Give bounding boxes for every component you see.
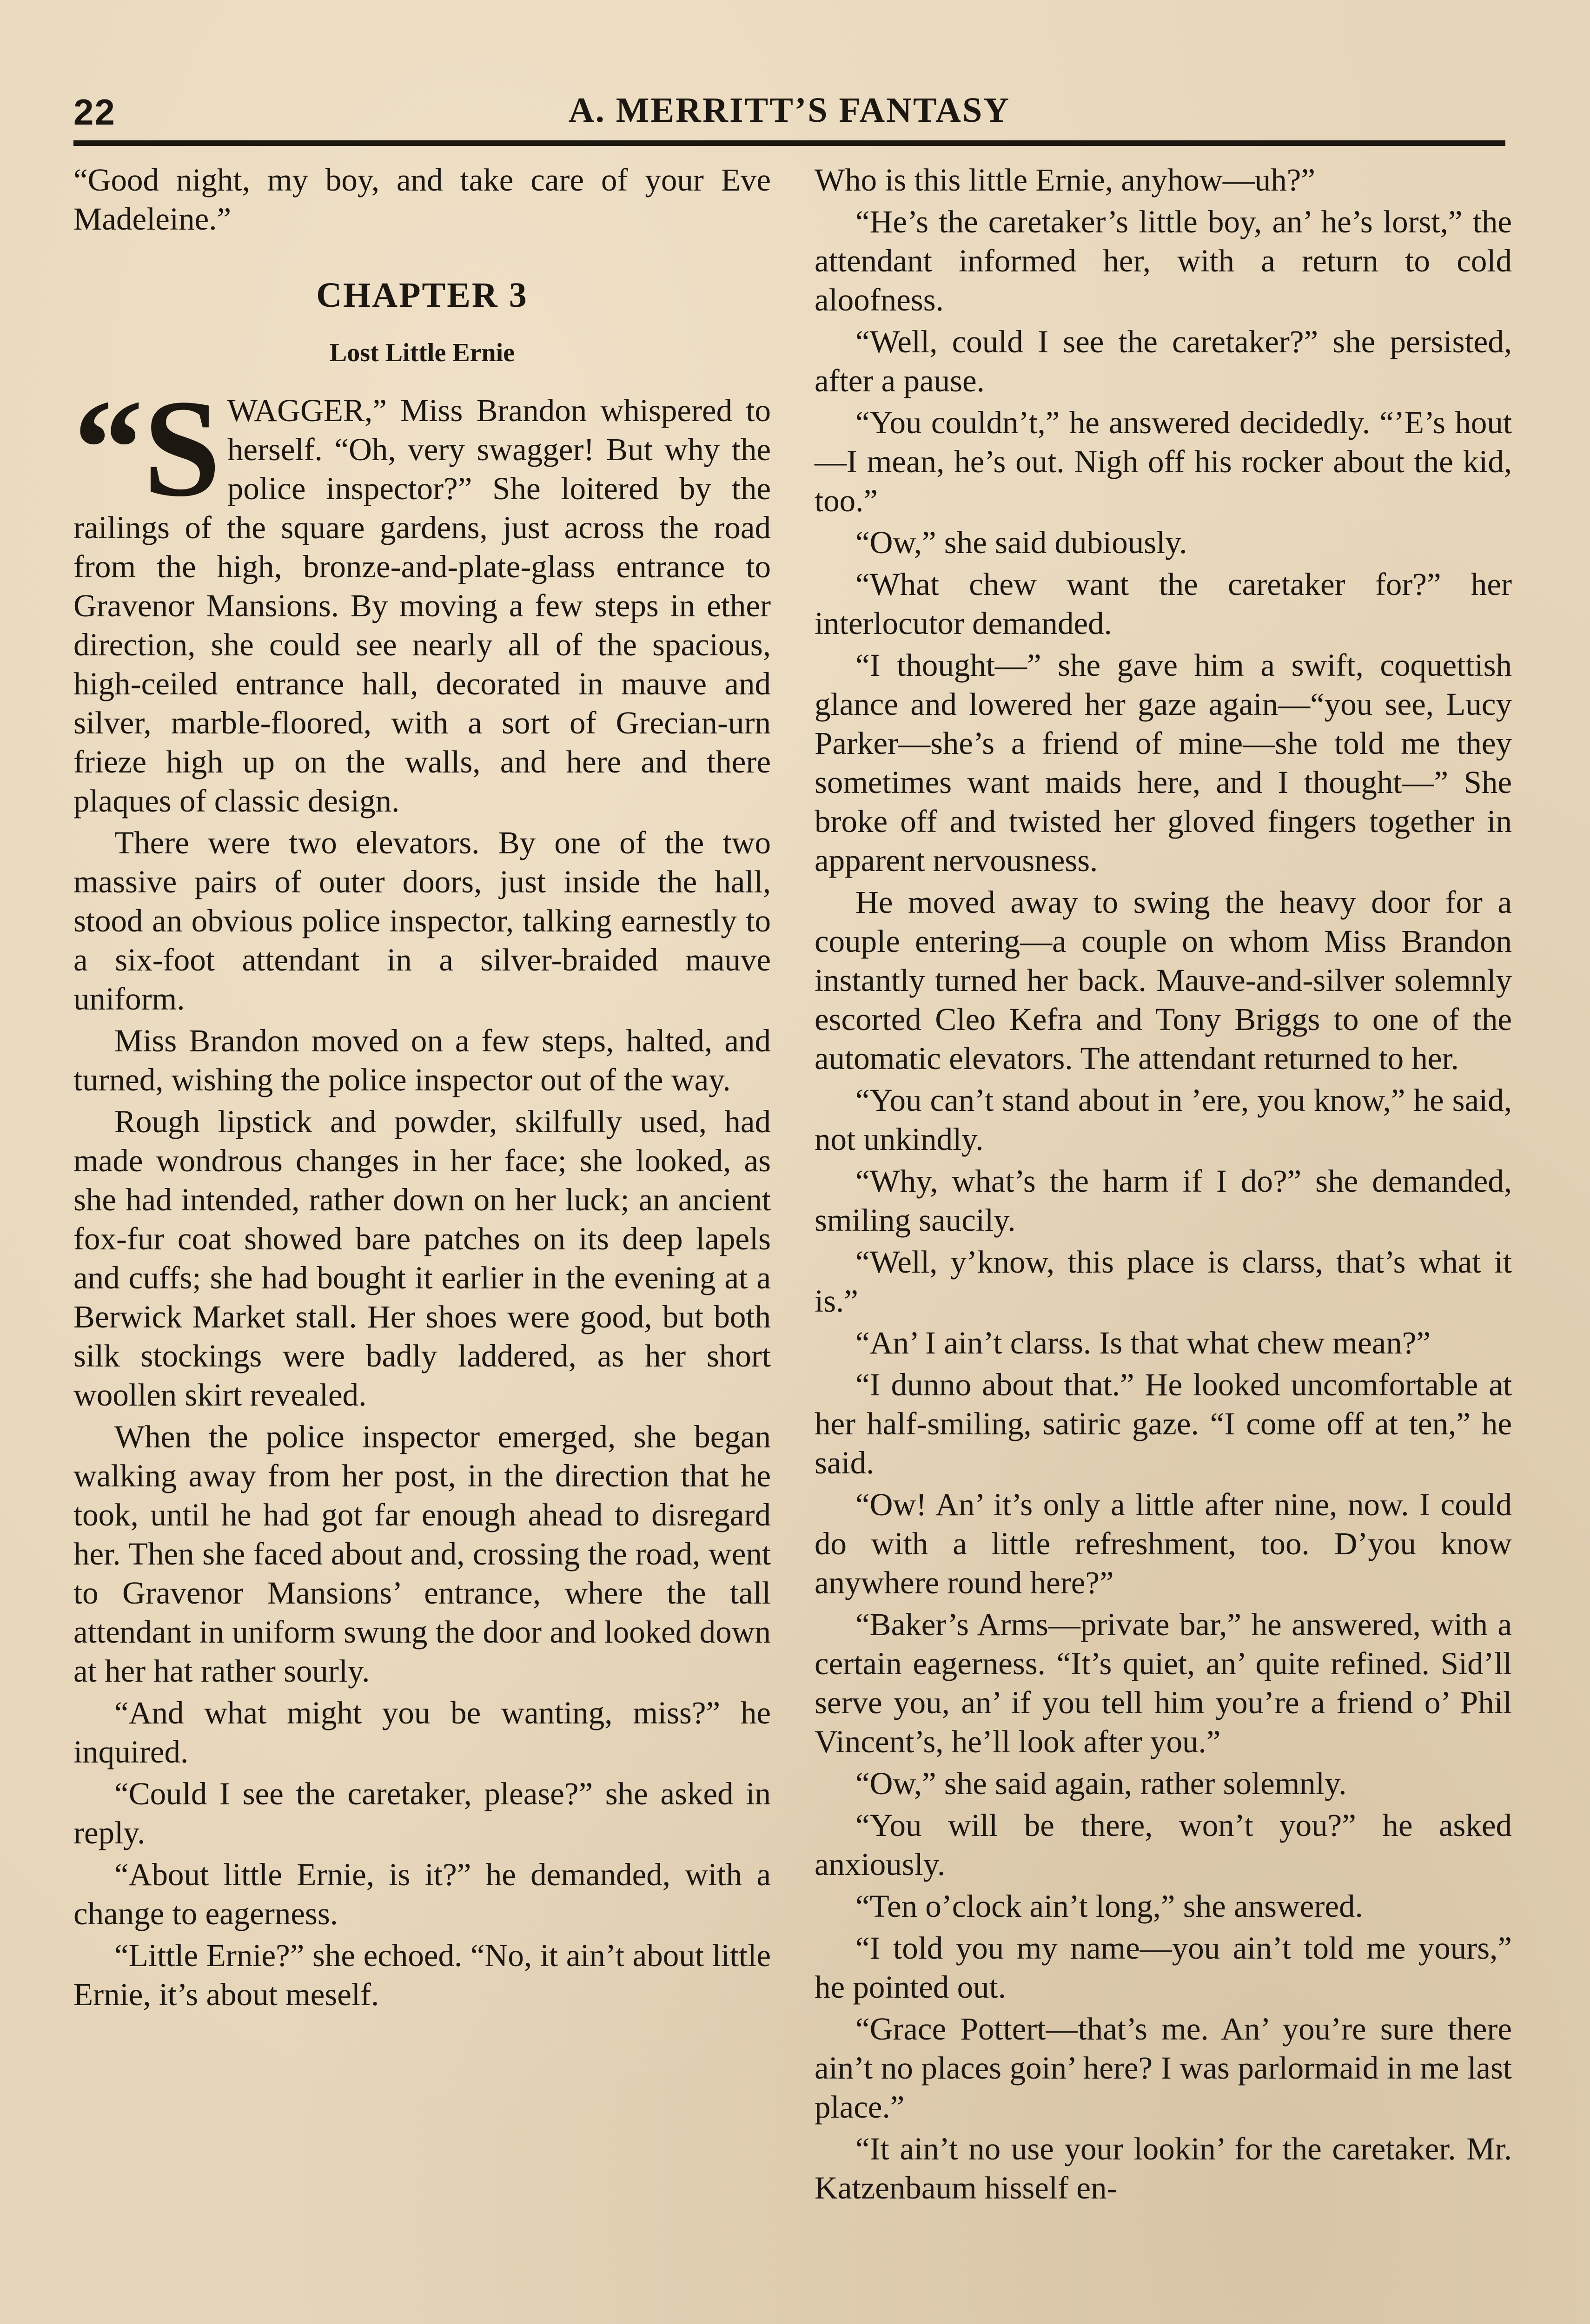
paragraph: “And what might you be wanting, miss?” he inquired. — [73, 1695, 771, 1769]
drop-cap: “S — [73, 371, 221, 525]
page-number: 22 — [73, 92, 116, 132]
continued-paragraph: Who is this little Ernie, anyhow—uh?” — [815, 162, 1315, 198]
paragraph: “You can’t stand about in ’ere, you know,” he said, not unkindly. — [815, 1083, 1512, 1157]
paragraph: “You will be there, won’t you?” he asked anxiously. — [815, 1808, 1512, 1882]
paragraph: “He’s the caretaker’s little boy, an’ he’s lorst,” the attendant informed her, with a return to cold aloofness. — [815, 204, 1512, 317]
paragraph: “Ow,” she said dubiously. — [855, 525, 1187, 560]
chapter-title: CHAPTER 3 — [316, 276, 528, 315]
right-column — [815, 160, 1512, 2210]
paragraph: “It ain’t no use your lookin’ for the caretaker. Mr. Katzenbaum hisself en- — [815, 2131, 1512, 2205]
chapter-subtitle: Lost Little Ernie — [329, 338, 515, 367]
opening-paragraph: “Good night, my boy, and take care of your Eve Madeleine.” — [73, 162, 771, 237]
paragraph: “An’ I ain’t clarss. Is that what chew mean?” — [855, 1325, 1431, 1360]
paragraph: “Little Ernie?” she echoed. “No, it ain’t about little Ernie, it’s about meself. — [73, 1938, 771, 2012]
left-column — [73, 160, 771, 2017]
running-title: A. MERRITT’S FANTASY — [568, 91, 1011, 130]
paragraph: “Well, y’know, this place is clarss, that’s what it is.” — [815, 1244, 1512, 1319]
paragraph: “Baker’s Arms—private bar,” he answered, with a certain eagerness. “It’s quiet, an’ quite refined. Sid’ll serve you, an’ if you tell him you’re a friend o’ Phil Vincent’s, he’ll look after you.” — [815, 1607, 1512, 1759]
first-paragraph-text: WAGGER,” Miss Brandon whispered to herself. “Oh, very swagger! But why the police inspector?” She loitered by the railings of the square gardens, just across the road from the high, bronze-and-plate-glass entrance to Gravenor Mansions. By moving a few steps in ether direction, she could see nearly all of the spacious, high-ceiled entrance hall, decorated in mauve and silver, marble-floored, with a sort of Grecian-urn frieze high up on the walls, and here and there plaques of classic design. — [73, 393, 771, 819]
paragraph: “I thought—” she gave him a swift, coquettish glance and lowered her gaze again—“you see, Lucy Parker—she’s a friend of mine—she told me they sometimes want maids here, and I thought—” She broke off and twisted her gloved fingers together in apparent nervousness. — [815, 647, 1512, 878]
paragraph: He moved away to swing the heavy door for a couple entering—a couple on whom Miss Brandon instantly turned her back. Mauve-and-silver solemnly escorted Cleo Kefra and Tony Briggs to one of the automatic elevators. The attendant returned to her. — [815, 885, 1512, 1076]
paragraph: “You couldn’t,” he answered decidedly. “’E’s hout—I mean, he’s out. Nigh off his rocker about the kid, too.” — [815, 405, 1512, 518]
page-header — [73, 87, 1505, 148]
paragraph: “Ten o’clock ain’t long,” she answered. — [855, 1888, 1363, 1924]
paragraph: “I told you my name—you ain’t told me yours,” he pointed out. — [815, 1930, 1512, 2005]
paragraph: “Ow! An’ it’s only a little after nine, now. I could do with a little refreshment, too. D’you know anywhere round here?” — [815, 1487, 1512, 1600]
paragraph: “What chew want the caretaker for?” her interlocutor demanded. — [815, 567, 1512, 641]
paragraph: “Ow,” she said again, rather solemnly. — [855, 1766, 1347, 1801]
paragraph: “Could I see the caretaker, please?” she asked in reply. — [73, 1776, 771, 1850]
header-rule — [73, 140, 1505, 146]
paragraph: “Why, what’s the harm if I do?” she demanded, smiling saucily. — [815, 1163, 1512, 1238]
paragraph: When the police inspector emerged, she began walking away from her post, in the direction that he took, until he had got far enough ahead to disregard her. Then she faced about and, crossing the road, went to Gravenor Mansions’ entrance, where the tall attendant in uniform swung the door and looked down at her hat rather sourly. — [73, 1419, 771, 1689]
paragraph: Miss Brandon moved on a few steps, halted, and turned, wishing the police inspector out of the way. — [73, 1023, 771, 1097]
paragraph: “About little Ernie, is it?” he demanded, with a change to eagerness. — [73, 1857, 771, 1931]
paragraph: “Well, could I see the caretaker?” she persisted, after a pause. — [815, 324, 1512, 398]
paragraph: “I dunno about that.” He looked uncomfortable at her half-smiling, satiric gaze. “I come off at ten,” he said. — [815, 1367, 1512, 1480]
chapter-first-paragraph — [73, 371, 771, 820]
paragraph: Rough lipstick and powder, skilfully used, had made wondrous changes in her face; she looked, as she had intended, rather down on her luck; an ancient fox-fur coat showed bare patches on its deep lapels and cuffs; she had bought it earlier in the evening at a Berwick Market stall. Her shoes were good, but both silk stockings were badly laddered, as her short woollen skirt revealed. — [73, 1104, 771, 1413]
paragraph: There were two elevators. By one of the two massive pairs of outer doors, just inside the hall, stood an obvious police inspector, talking earnestly to a six-foot attendant in a silver-braided mauve uniform. — [73, 825, 771, 1017]
paragraph: “Grace Pottert—that’s me. An’ you’re sure there ain’t no places goin’ here? I was parlormaid in me last place.” — [815, 2011, 1512, 2125]
